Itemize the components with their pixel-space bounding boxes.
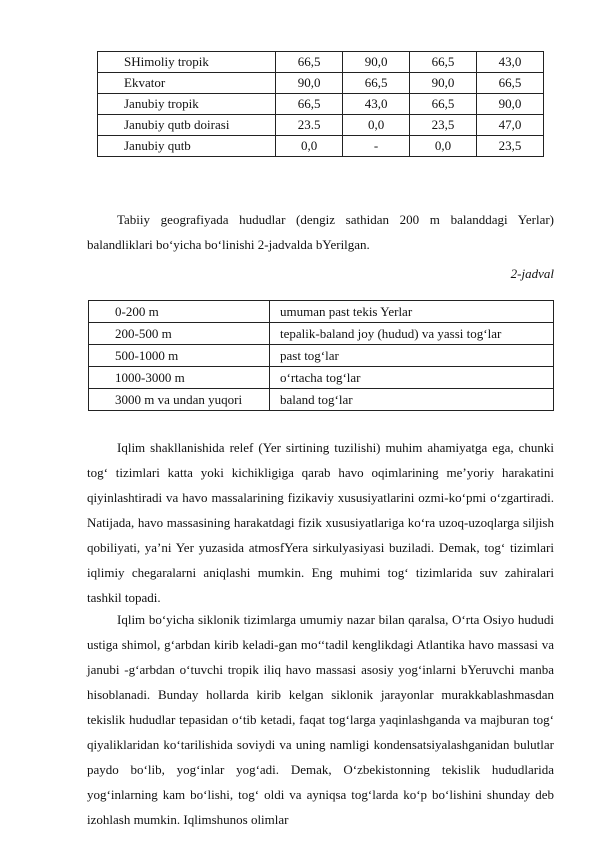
table-cell: baland tog‘lar <box>270 389 554 411</box>
table-cell: - <box>343 136 410 157</box>
table-cell: 23.5 <box>276 115 343 136</box>
table-row <box>98 73 544 94</box>
table-cell: 500-1000 m <box>89 345 270 367</box>
table-cell: Janubiy tropik <box>98 94 276 115</box>
table-cell: 90,0 <box>343 52 410 73</box>
table-cell: 90,0 <box>410 73 477 94</box>
table-row <box>98 52 544 73</box>
table-cell: 66,5 <box>276 52 343 73</box>
table-cell: 0,0 <box>343 115 410 136</box>
table-cell: 3000 m va undan yuqori <box>89 389 270 411</box>
table-cell: 0,0 <box>276 136 343 157</box>
table-cell: 66,5 <box>276 94 343 115</box>
latitude-table <box>97 51 544 157</box>
table-row <box>98 94 544 115</box>
table-cell: 23,5 <box>410 115 477 136</box>
paragraph: Iqlim shakllanishida relef (Yer sirtining tuzilishi) muhim ahamiyatga ega, chunki tog‘ tizimlari katta yoki kichikligiga qarab havo oqimlarining me’yoriy harakatini qiyinlashtiradi va havo massalarining fizikaviy xususiyatlarini ozmi-ko‘pmi o‘zgartiradi. Natijada, havo massasining harakatdagi fizik xususiyatlariga ko‘ra uzoq-uzoqlarga siljish qobiliyati, ya’ni Yer yuzasida atmosfYera sirkulyasiyasi buziladi. Demak, tog‘ tizimlari iqlimiy chegaralarni aniqlashi mumkin. Eng muhimi tog‘ tizimlarida suv zahiralari tashkil topadi. <box>87 440 554 605</box>
table-cell: 23,5 <box>477 136 544 157</box>
table-cell: Ekvator <box>98 73 276 94</box>
table-cell: o‘rtacha tog‘lar <box>270 367 554 389</box>
table-cell: 43,0 <box>343 94 410 115</box>
table-row <box>89 323 554 345</box>
table-row <box>89 301 554 323</box>
table-caption: 2-jadval <box>510 266 554 281</box>
table-cell: 66,5 <box>477 73 544 94</box>
table-cell: 47,0 <box>477 115 544 136</box>
table-row <box>98 136 544 157</box>
table-cell: 66,5 <box>343 73 410 94</box>
table-cell: SHimoliy tropik <box>98 52 276 73</box>
table-cell: Janubiy qutb doirasi <box>98 115 276 136</box>
table-cell: tepalik-baland joy (hudud) va yassi tog‘lar <box>270 323 554 345</box>
table-cell: 66,5 <box>410 94 477 115</box>
table-cell: 43,0 <box>477 52 544 73</box>
table-cell: 90,0 <box>276 73 343 94</box>
table-cell: 66,5 <box>410 52 477 73</box>
table-cell: past tog‘lar <box>270 345 554 367</box>
table-cell: umuman past tekis Yerlar <box>270 301 554 323</box>
table-cell: 200-500 m <box>89 323 270 345</box>
table-row <box>89 367 554 389</box>
table-cell: 0-200 m <box>89 301 270 323</box>
paragraph: Tabiiy geografiyada hududlar (dengiz sathidan 200 m balanddagi Yerlar) balandliklari bo‘yicha bo‘linishi 2-jadvalda bYerilgan. <box>87 212 554 252</box>
table-cell: 0,0 <box>410 136 477 157</box>
elevation-table <box>88 300 554 411</box>
table-cell: 90,0 <box>477 94 544 115</box>
table-cell: Janubiy qutb <box>98 136 276 157</box>
paragraph: Iqlim bo‘yicha siklonik tizimlarga umumiy nazar bilan qaralsa, O‘rta Osiyo hududi ustiga shimol, g‘arbdan kirib keladi-gan mo‘‘tadil kenglikdagi Atlantika havo massasi va janubi -g‘arbdan o‘tuvchi tropik iliq havo massasi asosiy yog‘inlarni bYeruvchi manba hisoblanadi. Bunday hollarda kirib kelgan siklonik jarayonlar murakkablashmasdan tekislik hududlar tepasidan o‘tib ketadi, faqat tog‘larga yaqinlashganda va majburan tog‘ qiyaliklaridan ko‘tarilishida soviydi va uning namligi kondensatsiyalashganidan bulutlar paydo bo‘lib, yog‘inlar yog‘adi. Demak, O‘zbekistonning tekislik hududlarida yog‘inlarning kam bo‘lishi, tog‘ oldi va ayniqsa tog‘larda ko‘p bo‘lishini shunday deb izohlash mumkin. Iqlimshunos olimlar <box>87 612 554 827</box>
table-row <box>89 389 554 411</box>
table-cell: 1000-3000 m <box>89 367 270 389</box>
table-row <box>98 115 544 136</box>
table-row <box>89 345 554 367</box>
